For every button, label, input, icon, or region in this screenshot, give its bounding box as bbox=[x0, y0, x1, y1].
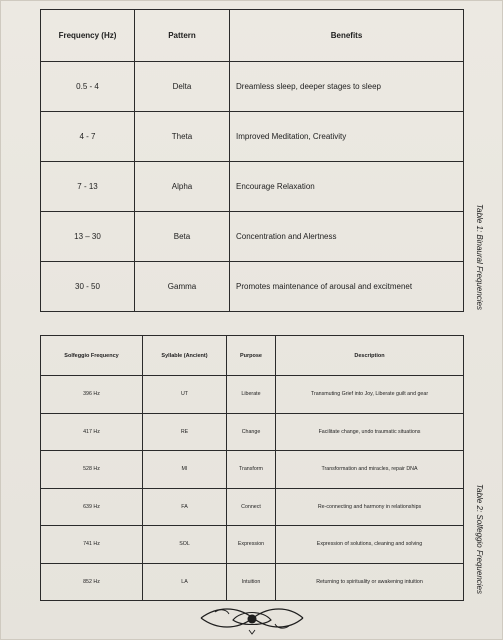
syllable-cell: SOL bbox=[143, 526, 227, 564]
benefits-cell: Encourage Relaxation bbox=[230, 162, 464, 212]
column-header-purpose: Purpose bbox=[227, 336, 276, 376]
frequency-cell: 417 Hz bbox=[41, 413, 143, 451]
column-header-syllable: Syllable (Ancient) bbox=[143, 336, 227, 376]
column-header-description: Description bbox=[276, 336, 464, 376]
column-header-frequency: Frequency (Hz) bbox=[41, 10, 135, 62]
frequency-cell: 852 Hz bbox=[41, 563, 143, 601]
benefits-cell: Improved Meditation, Creativity bbox=[230, 112, 464, 162]
frequency-cell: 4 - 7 bbox=[41, 112, 135, 162]
pattern-cell: Alpha bbox=[135, 162, 230, 212]
frequency-cell: 0.5 - 4 bbox=[41, 62, 135, 112]
table-header-row bbox=[41, 10, 464, 62]
table-row bbox=[41, 563, 464, 601]
syllable-cell: MI bbox=[143, 451, 227, 489]
solfeggio-frequencies-table bbox=[40, 335, 464, 601]
table-row bbox=[41, 112, 464, 162]
table-row bbox=[41, 451, 464, 489]
benefits-cell: Concentration and Alertness bbox=[230, 212, 464, 262]
table-row bbox=[41, 488, 464, 526]
column-header-benefits: Benefits bbox=[230, 10, 464, 62]
frequency-cell: 7 - 13 bbox=[41, 162, 135, 212]
table-row bbox=[41, 413, 464, 451]
syllable-cell: RE bbox=[143, 413, 227, 451]
table-header-row bbox=[41, 336, 464, 376]
table-row bbox=[41, 62, 464, 112]
purpose-cell: Change bbox=[227, 413, 276, 451]
eye-ornament-icon bbox=[197, 602, 307, 636]
purpose-cell: Liberate bbox=[227, 376, 276, 414]
syllable-cell: FA bbox=[143, 488, 227, 526]
table-2-caption: Table 2: Solfeggio Frequencies bbox=[475, 484, 484, 594]
frequency-cell: 30 - 50 bbox=[41, 262, 135, 312]
benefits-cell: Promotes maintenance of arousal and excitmenet bbox=[230, 262, 464, 312]
table-row bbox=[41, 526, 464, 564]
column-header-pattern: Pattern bbox=[135, 10, 230, 62]
frequency-cell: 13 – 30 bbox=[41, 212, 135, 262]
table-row bbox=[41, 162, 464, 212]
purpose-cell: Transform bbox=[227, 451, 276, 489]
purpose-cell: Connect bbox=[227, 488, 276, 526]
pattern-cell: Gamma bbox=[135, 262, 230, 312]
table-1-caption: Table 1: Binaural Frequencies bbox=[475, 204, 484, 310]
syllable-cell: UT bbox=[143, 376, 227, 414]
description-cell: Transmuting Grief into Joy, Liberate guilt and gear bbox=[276, 376, 464, 414]
syllable-cell: LA bbox=[143, 563, 227, 601]
benefits-cell: Dreamless sleep, deeper stages to sleep bbox=[230, 62, 464, 112]
binaural-frequencies-table bbox=[40, 9, 464, 312]
purpose-cell: Intuition bbox=[227, 563, 276, 601]
description-cell: Returning to spirituality or awakening intuition bbox=[276, 563, 464, 601]
pattern-cell: Beta bbox=[135, 212, 230, 262]
table-row bbox=[41, 212, 464, 262]
table-row bbox=[41, 262, 464, 312]
description-cell: Transformation and miracles, repair DNA bbox=[276, 451, 464, 489]
pattern-cell: Delta bbox=[135, 62, 230, 112]
column-header-solfeggio-frequency: Solfeggio Frequency bbox=[41, 336, 143, 376]
frequency-cell: 741 Hz bbox=[41, 526, 143, 564]
frequency-cell: 396 Hz bbox=[41, 376, 143, 414]
description-cell: Re-connecting and harmony in relationships bbox=[276, 488, 464, 526]
table-row bbox=[41, 376, 464, 414]
description-cell: Facilitate change, undo traumatic situations bbox=[276, 413, 464, 451]
description-cell: Expression of solutions, cleaning and solving bbox=[276, 526, 464, 564]
frequency-cell: 528 Hz bbox=[41, 451, 143, 489]
purpose-cell: Expression bbox=[227, 526, 276, 564]
frequency-cell: 639 Hz bbox=[41, 488, 143, 526]
pattern-cell: Theta bbox=[135, 112, 230, 162]
